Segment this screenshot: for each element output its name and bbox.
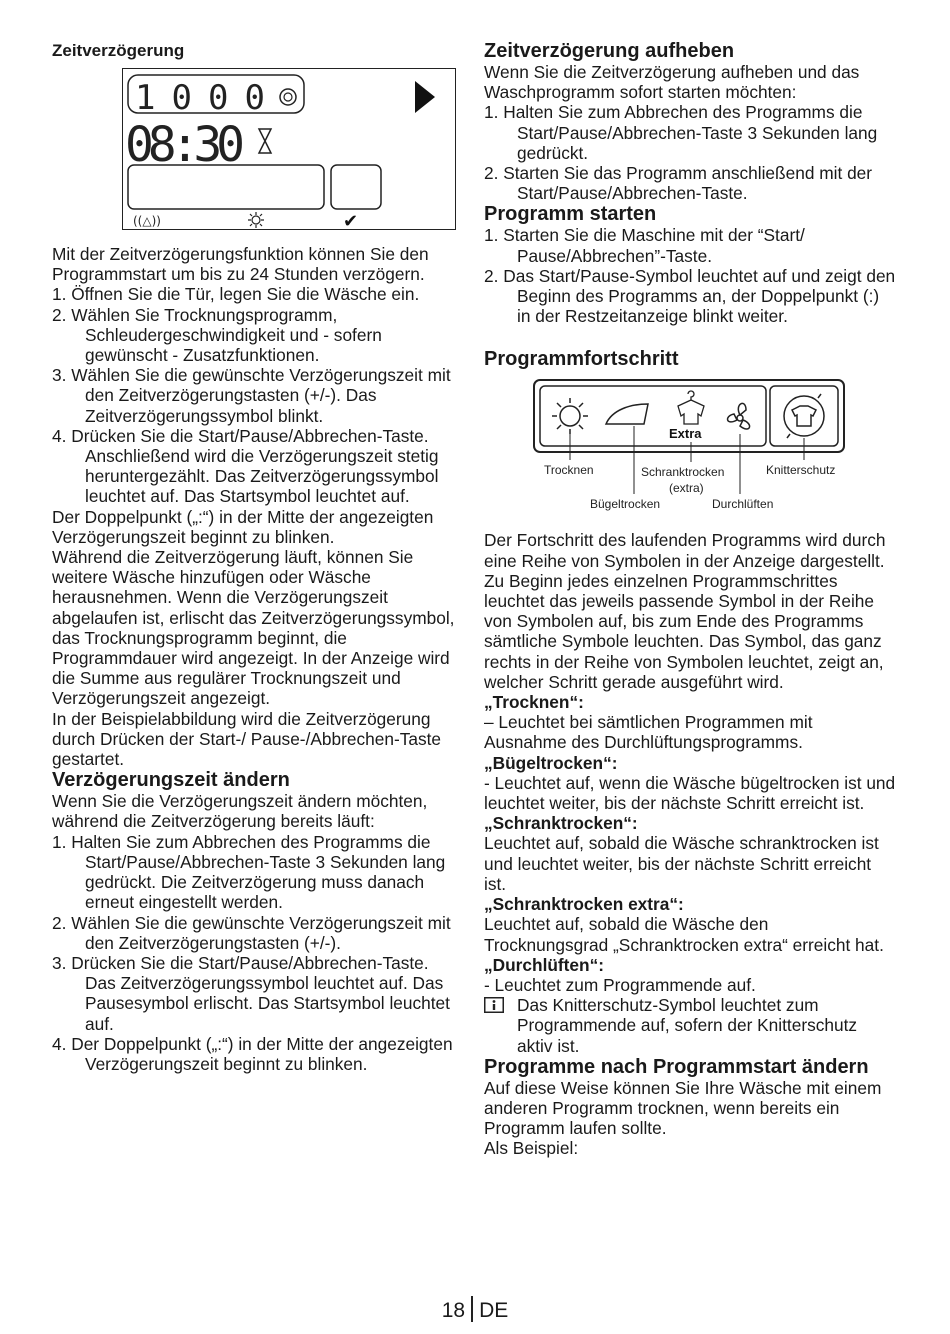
- info-note: [484, 995, 896, 1056]
- change-intro: Wenn Sie die Verzögerungszeit ändern möchten, während die Zeitverzögerung bereits läuft:: [52, 791, 428, 832]
- heading-verzoegerungszeit-aendern: Verzögerungszeit ändern: [52, 769, 290, 792]
- heading-zeitverzoegerung: Zeitverzögerung: [52, 41, 185, 60]
- label-schranktrocken: Schranktrocken: [641, 465, 725, 480]
- cancel-step-2: 2. Starten Sie das Programm anschließend mit der Start/Pause/Abbrechen-Taste.: [484, 163, 873, 204]
- label-buegeltrocken: Bügeltrocken: [590, 497, 661, 512]
- term-schranktrocken-extra: „Schranktrocken extra“:: [484, 894, 684, 915]
- heading-programme-aendern: Programme nach Programmstart ändern: [484, 1055, 869, 1078]
- heading-programm-starten: Programm starten: [484, 203, 657, 226]
- label-knitterschutz: Knitterschutz: [766, 463, 836, 478]
- info-icon: [484, 997, 504, 1013]
- progress-text: Der Fortschritt des laufenden Programms wird durch eine Reihe von Symbolen in der Anzeige dargestellt.: [484, 530, 886, 571]
- sun-icon: [248, 212, 264, 228]
- info-note-text: Das Knitterschutz-Symbol leuchtet zum Programmende auf, sofern der Knitterschutz aktiv ist.: [517, 995, 858, 1056]
- right-column: [484, 40, 896, 1159]
- language-code: DE: [479, 1299, 509, 1322]
- label-schranktrocken-extra: (extra): [669, 481, 704, 496]
- cancel-step-1: 1. Halten Sie zum Abbrechen des Programms die Start/Pause/Abbrechen-Taste 3 Sekunden lang gedrückt.: [484, 102, 878, 163]
- desc-trocknen: – Leuchtet bei sämtlichen Programmen mit Ausnahme des Durchlüftungsprogramms.: [484, 712, 813, 753]
- step-2: 2. Wählen Sie Trocknungsprogramm, Schleudergeschwindigkeit und - sofern gewünscht - Zusatzfunktionen.: [52, 304, 382, 366]
- term-schranktrocken: „Schranktrocken“:: [484, 813, 638, 834]
- lcd-display-figure: [122, 68, 456, 230]
- progress-text-2: Zu Beginn jedes einzelnen Programmschrittes leuchtet das jeweils passende Symbol in der Reihe von Symbolen auf, bis zum Ende des Programms sämtliche Symbole leuchten. Das Symbol, das ganz rechts in der Reihe von Symbolen leuchtet, zeigt an, welcher Schritt gerade ausgeführt wird.: [484, 570, 884, 692]
- desc-durchlueften: - Leuchtet zum Programmende auf.: [484, 974, 756, 995]
- step-1: 1. Öffnen Sie die Tür, legen Sie die Wäsche ein.: [52, 284, 420, 305]
- start-step-1: 1. Starten Sie die Maschine mit der “Start/ Pause/Abbrechen”-Taste.: [484, 225, 805, 266]
- term-durchlueften: „Durchlüften“:: [484, 954, 604, 975]
- label-durchlueften: Durchlüften: [712, 497, 774, 512]
- cancel-intro: Wenn Sie die Zeitverzögerung aufheben und das Waschprogramm sofort starten möchten:: [484, 62, 860, 103]
- left-column: [52, 40, 464, 1074]
- play-icon: [415, 81, 435, 113]
- alarm-icon: ((△)): [133, 214, 161, 228]
- example-text: In der Beispielabbildung wird die Zeitverzögerung durch Drücken der Start-/ Pause-/Abbrechen-Taste gestartet.: [52, 708, 442, 770]
- lcd-display-graphic: [123, 69, 455, 229]
- extra-label: Extra: [669, 426, 702, 442]
- progress-graphic: [484, 376, 896, 518]
- term-buegeltrocken: „Bügeltrocken“:: [484, 752, 618, 773]
- iron-icon: [606, 404, 648, 424]
- desc-schranktrocken: Leuchtet auf, sobald die Wäsche schranktrocken ist und leuchtet weiter, bis der nächste Schritt erreicht ist.: [484, 833, 879, 894]
- anti-crease-icon: [784, 394, 824, 438]
- intro-text: Mit der Zeitverzögerungsfunktion können Sie den Programmstart um bis zu 24 Stunden verzögern.: [52, 244, 429, 285]
- fan-icon: [728, 404, 750, 430]
- change-step-1: 1. Halten Sie zum Abbrechen des Programms die Start/Pause/Abbrechen-Taste 3 Sekunden lang gedrückt. Die Zeitverzögerung muss danach erneut eingestellt werden.: [52, 831, 446, 913]
- page-footer: [0, 1296, 950, 1323]
- check-icon: ✔: [343, 211, 359, 229]
- label-trocknen: Trocknen: [544, 463, 594, 478]
- change-program-text: Auf diese Weise können Sie Ihre Wäsche mit einem anderen Programm trocknen, wenn bereits ein Programm laufen sollte.: [484, 1077, 882, 1139]
- desc-schranktrocken-extra: Leuchtet auf, sobald die Wäsche den Trocknungsgrad „Schranktrocken extra“ erreicht hat.: [484, 914, 884, 955]
- heading-zeitverzoegerung-aufheben: Zeitverzögerung aufheben: [484, 40, 735, 62]
- lcd-speed-readout: 1000: [135, 78, 265, 118]
- progress-symbols-figure: [484, 376, 896, 518]
- change-program-text-2: Als Beispiel:: [484, 1138, 579, 1159]
- step-4: 4. Drücken Sie die Start/Pause/Abbrechen-Taste. Anschließend wird die Verzögerungszeit stetig heruntergezählt. Das Zeitverzögerungssymbol leuchtet auf. Das Startsymbol leuchtet auf.: [52, 425, 439, 507]
- lcd-time-readout: 08:30: [125, 117, 245, 173]
- spin-icon: [280, 89, 296, 105]
- change-step-2: 2. Wählen Sie die gewünschte Verzögerungszeit mit den Zeitverzögerungstasten (+/-).: [52, 912, 451, 953]
- page-number: 18: [441, 1299, 466, 1322]
- start-step-2: 2. Das Start/Pause-Symbol leuchtet auf und zeigt den Beginn des Programms an, der Doppelpunkt (:) in der Restzeitanzeige blinkt weiter.: [484, 265, 896, 327]
- while-delay-text: Während die Zeitverzögerung läuft, können Sie weitere Wäsche hinzufügen oder Wäsche herausnehmen. Wenn die Verzögerungszeit abgelaufen ist, erlischt das Zeitverzögerungssymbol, das Trocknungsprogramm beginnt, die Programmdauer wird angezeigt. In der Anzeige wird die Summe aus regulärer Trocknungszeit und Verzögerungszeit angezeigt.: [52, 547, 455, 709]
- shirt-hanger-icon: [678, 391, 704, 424]
- heading-programmfortschritt: Programmfortschritt: [484, 348, 679, 371]
- term-trocknen: „Trocknen“:: [484, 692, 584, 713]
- footer-divider: [471, 1296, 473, 1322]
- colon-note: Der Doppelpunkt („:“) in der Mitte der angezeigten Verzögerungszeit beginnt zu blinken.: [52, 506, 434, 547]
- change-step-3: 3. Drücken Sie die Start/Pause/Abbrechen-Taste. Das Zeitverzögerungssymbol leuchtet auf. Das Pausesymbol erlischt. Das Startsymbol leuchtet auf.: [52, 952, 450, 1034]
- drying-sun-icon: [552, 398, 588, 434]
- change-step-4: 4. Der Doppelpunkt („:“) in der Mitte der angezeigten Verzögerungszeit beginnt zu blinken.: [52, 1033, 453, 1074]
- step-3: 3. Wählen Sie die gewünschte Verzögerungszeit mit den Zeitverzögerungstasten (+/-). Das Zeitverzögerungssymbol blinkt.: [52, 365, 451, 426]
- desc-buegeltrocken: - Leuchtet auf, wenn die Wäsche bügeltrocken ist und leuchtet weiter, bis der nächste Schritt erreicht ist.: [484, 772, 896, 814]
- hourglass-icon: [259, 129, 271, 153]
